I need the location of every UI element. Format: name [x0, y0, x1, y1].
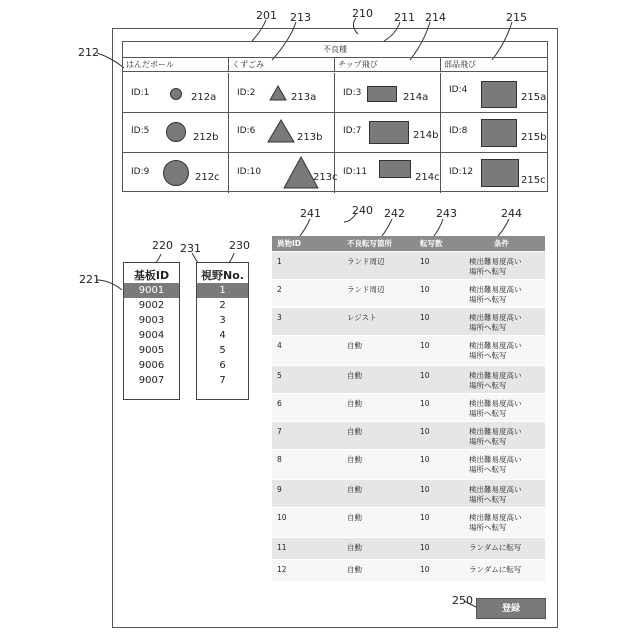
table-row[interactable]: [272, 480, 545, 507]
table-row[interactable]: [272, 252, 545, 279]
cell-condition: 検出難易度高い 場所へ転写: [464, 513, 545, 533]
chip-fly-medium-shape: [369, 121, 409, 144]
board-id-item[interactable]: 9005: [124, 343, 179, 358]
view-number-list-title: 視野No.: [197, 263, 248, 283]
cell-transfer-location: 自動: [342, 543, 412, 553]
board-id-list-title: 基板ID: [124, 263, 179, 283]
cell-condition: 検出難易度高い 場所へ転写: [464, 313, 545, 333]
debris-small-shape: [269, 85, 287, 101]
defect-id: ID:6: [237, 126, 255, 136]
cell-foreign-id: 11: [272, 543, 334, 553]
category-chip-fly[interactable]: チップ飛び: [335, 58, 441, 72]
table-row[interactable]: [272, 538, 545, 559]
category-part-fly[interactable]: 部品飛び: [441, 58, 547, 72]
cell-transfer-count: 10: [415, 285, 460, 295]
shape-label: 215c: [521, 175, 546, 186]
shape-label: 213a: [291, 92, 316, 103]
cell-transfer-count: 10: [415, 427, 460, 437]
defect-cell[interactable]: [229, 153, 335, 193]
defect-cell[interactable]: [335, 73, 441, 113]
header-transfer-location: 不良転写箇所: [342, 236, 412, 251]
defect-cell[interactable]: [335, 113, 441, 153]
shape-label: 214a: [403, 92, 428, 103]
defect-cell[interactable]: [123, 73, 229, 113]
defect-id: ID:8: [449, 126, 467, 136]
ref-221: 221: [79, 274, 100, 285]
ref-210: 210: [352, 8, 373, 19]
cell-condition: 検出難易度高い 場所へ転写: [464, 399, 545, 419]
board-id-item[interactable]: 9001: [124, 283, 179, 298]
board-id-item[interactable]: 9004: [124, 328, 179, 343]
cell-transfer-count: 10: [415, 399, 460, 409]
view-number-item[interactable]: 3: [197, 313, 248, 328]
cell-foreign-id: 1: [272, 257, 334, 267]
cell-transfer-count: 10: [415, 313, 460, 323]
cell-foreign-id: 12: [272, 565, 334, 575]
cell-transfer-count: 10: [415, 513, 460, 523]
ref-201: 201: [256, 10, 277, 21]
cell-transfer-count: 10: [415, 485, 460, 495]
cell-transfer-count: 10: [415, 455, 460, 465]
ref-230: 230: [229, 240, 250, 251]
board-id-item[interactable]: 9007: [124, 373, 179, 388]
cell-condition: 検出難易度高い 場所へ転写: [464, 257, 545, 277]
part-fly-medium-shape: [481, 119, 517, 147]
ref-215: 215: [506, 12, 527, 23]
table-row[interactable]: [272, 560, 545, 581]
ref-214: 214: [425, 12, 446, 23]
solder-ball-medium-shape: [166, 122, 186, 142]
board-id-item[interactable]: 9002: [124, 298, 179, 313]
cell-transfer-location: 自動: [342, 565, 412, 575]
cell-condition: 検出難易度高い 場所へ転写: [464, 285, 545, 305]
defect-id: ID:9: [131, 167, 149, 177]
defect-cell[interactable]: [441, 113, 547, 153]
shape-label: 213c: [313, 172, 338, 183]
table-row[interactable]: [272, 336, 545, 365]
cell-foreign-id: 5: [272, 371, 334, 381]
table-row[interactable]: [272, 366, 545, 393]
category-solder-ball[interactable]: はんだボール: [123, 58, 229, 72]
cell-foreign-id: 3: [272, 313, 334, 323]
ref-231: 231: [180, 243, 201, 254]
cell-transfer-location: 自動: [342, 485, 412, 495]
cell-foreign-id: 10: [272, 513, 334, 523]
header-condition: 条件: [489, 236, 545, 251]
board-id-list[interactable]: [123, 262, 180, 400]
ref-244: 244: [501, 208, 522, 219]
cell-transfer-location: レジスト: [342, 313, 412, 323]
view-number-item[interactable]: 6: [197, 358, 248, 373]
cell-condition: 検出難易度高い 場所へ転写: [464, 427, 545, 447]
board-id-item[interactable]: 9006: [124, 358, 179, 373]
defect-cell[interactable]: [229, 73, 335, 113]
register-button[interactable]: 登録: [476, 598, 546, 619]
ref-213: 213: [290, 12, 311, 23]
table-row[interactable]: [272, 280, 545, 307]
defect-cell[interactable]: [229, 113, 335, 153]
defect-panel-header: 不良種: [123, 42, 547, 58]
ref-220: 220: [152, 240, 173, 251]
view-number-item[interactable]: 1: [197, 283, 248, 298]
defect-type-panel: [122, 41, 548, 192]
chip-fly-large-shape: [379, 160, 411, 178]
solder-ball-small-shape: [170, 88, 182, 100]
cell-condition: ランダムに転写: [464, 565, 545, 575]
defect-id: ID:11: [343, 167, 367, 177]
view-number-item[interactable]: 7: [197, 373, 248, 388]
shape-label: 212a: [191, 92, 216, 103]
defect-cell[interactable]: [335, 153, 441, 193]
cell-foreign-id: 8: [272, 455, 334, 465]
defect-cell[interactable]: [441, 73, 547, 113]
cell-condition: 検出難易度高い 場所へ転写: [464, 455, 545, 475]
ref-250: 250: [452, 595, 473, 606]
cell-condition: 検出難易度高い 場所へ転写: [464, 341, 545, 361]
defect-id: ID:3: [343, 88, 361, 98]
shape-label: 214c: [415, 172, 440, 183]
defect-id: ID:12: [449, 167, 473, 177]
cell-transfer-count: 10: [415, 565, 460, 575]
header-transfer-count: 転写数: [415, 236, 460, 251]
solder-ball-large-shape: [163, 160, 189, 186]
table-header-row: [272, 236, 545, 251]
cell-transfer-count: 10: [415, 371, 460, 381]
cell-foreign-id: 2: [272, 285, 334, 295]
part-fly-small-shape: [481, 81, 517, 108]
view-number-item[interactable]: 5: [197, 343, 248, 358]
shape-label: 212c: [195, 172, 220, 183]
table-row[interactable]: [272, 508, 545, 537]
defect-id: ID:1: [131, 88, 149, 98]
cell-transfer-location: 自動: [342, 455, 412, 465]
cell-transfer-location: 自動: [342, 341, 412, 351]
debris-medium-shape: [267, 119, 295, 143]
shape-label: 214b: [413, 130, 438, 141]
cell-condition: 検出難易度高い 場所へ転写: [464, 485, 545, 505]
cell-transfer-location: 自動: [342, 371, 412, 381]
cell-foreign-id: 4: [272, 341, 334, 351]
shape-label: 215b: [521, 132, 546, 143]
table-row[interactable]: [272, 422, 545, 449]
category-debris[interactable]: くずごみ: [229, 58, 335, 72]
cell-transfer-location: ランド周辺: [342, 285, 412, 295]
cell-transfer-count: 10: [415, 341, 460, 351]
cell-condition: ランダムに転写: [464, 543, 545, 553]
board-id-item[interactable]: 9003: [124, 313, 179, 328]
defect-id: ID:10: [237, 167, 261, 177]
table-row[interactable]: [272, 394, 545, 421]
shape-label: 215a: [521, 92, 546, 103]
ref-212: 212: [78, 47, 99, 58]
cell-transfer-location: ランド周辺: [342, 257, 412, 267]
defect-id: ID:4: [449, 85, 467, 95]
cell-transfer-location: 自動: [342, 427, 412, 437]
header-foreign-id: 異物ID: [272, 236, 334, 251]
defect-id: ID:7: [343, 126, 361, 136]
cell-foreign-id: 6: [272, 399, 334, 409]
defect-cell[interactable]: [123, 153, 229, 193]
cell-foreign-id: 9: [272, 485, 334, 495]
table-row[interactable]: [272, 308, 545, 335]
defect-cell[interactable]: [123, 113, 229, 153]
cell-transfer-location: 自動: [342, 399, 412, 409]
view-number-list[interactable]: [196, 262, 249, 400]
ref-240: 240: [352, 205, 373, 216]
cell-transfer-count: 10: [415, 257, 460, 267]
defect-id: ID:2: [237, 88, 255, 98]
ref-241: 241: [300, 208, 321, 219]
shape-label: 212b: [193, 132, 218, 143]
view-number-item[interactable]: 4: [197, 328, 248, 343]
view-number-item[interactable]: 2: [197, 298, 248, 313]
cell-transfer-count: 10: [415, 543, 460, 553]
defect-id: ID:5: [131, 126, 149, 136]
defect-cell[interactable]: [441, 153, 547, 193]
shape-label: 213b: [297, 132, 322, 143]
table-row[interactable]: [272, 450, 545, 479]
ref-243: 243: [436, 208, 457, 219]
ref-211: 211: [394, 12, 415, 23]
cell-transfer-location: 自動: [342, 513, 412, 523]
cell-condition: 検出難易度高い 場所へ転写: [464, 371, 545, 391]
chip-fly-small-shape: [367, 86, 397, 102]
cell-foreign-id: 7: [272, 427, 334, 437]
part-fly-large-shape: [481, 159, 519, 187]
ref-242: 242: [384, 208, 405, 219]
